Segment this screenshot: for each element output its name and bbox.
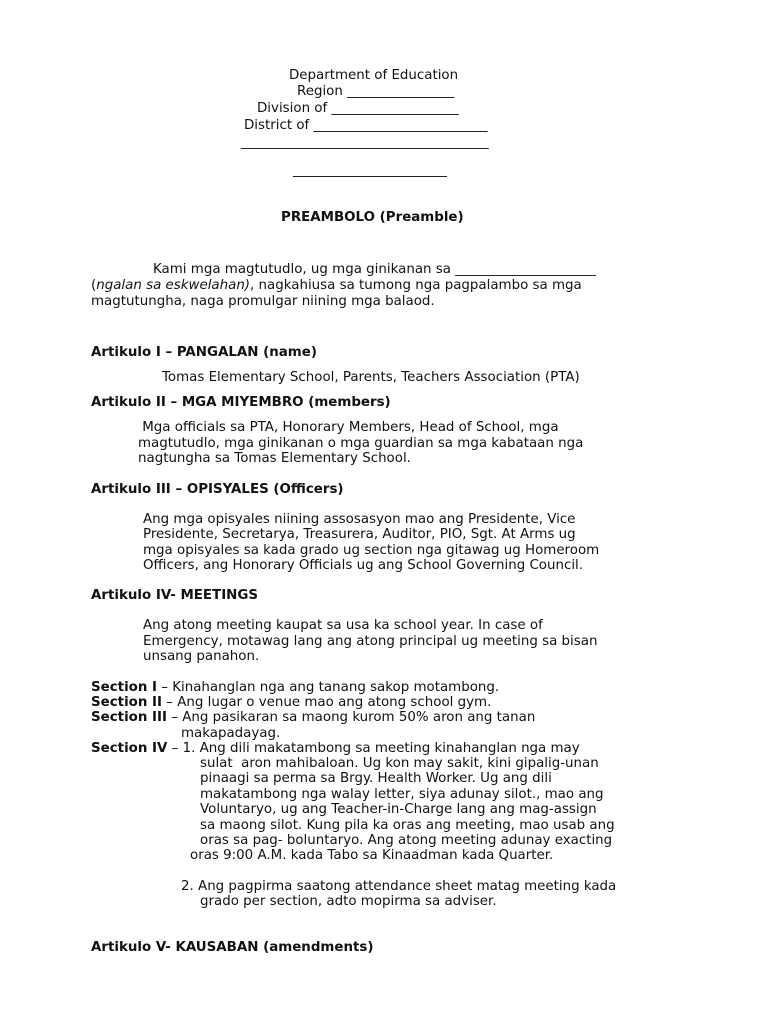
section-text: pinaagi sa perma sa Brgy. Health Worker. Ug ang dili [200, 771, 552, 786]
preamble-title: PREAMBOLO (Preamble) [281, 210, 464, 225]
preamble-line: Kami mga magtutudlo, ug mga ginikanan sa _____________________ [153, 262, 596, 277]
article-text: Ang atong meeting kaupat sa usa ka school year. In case of [143, 618, 543, 633]
section-label: Section I [91, 680, 158, 695]
district-field: District of __________________________ [244, 118, 488, 133]
article-text: Presidente, Secretarya, Treasurera, Auditor, PIO, Sgt. At Arms ug [143, 527, 576, 542]
division-field: Division of ___________________ [257, 101, 459, 116]
article-heading: Artikulo I – PANGALAN (name) [91, 345, 317, 360]
section-text: – Kinahanglan nga ang tanang sakop motambong. [157, 680, 500, 695]
section-line [91, 741, 580, 756]
article-text: Officers, ang Honorary Officials ug ang School Governing Council. [143, 558, 584, 573]
section-text: grado per section, adto mopirma sa adviser. [200, 894, 497, 909]
section-text: Voluntaryo, ug ang Teacher-in-Charge lang ang mag-assign [200, 802, 597, 817]
section-line [91, 710, 535, 725]
article-text: nagtungha sa Tomas Elementary School. [138, 451, 411, 466]
preamble-paren: ( [91, 278, 97, 293]
section-text: makapadayag. [181, 726, 281, 741]
section-text: 2. Ang pagpirma saatong attendance sheet matag meeting kada [181, 879, 617, 894]
section-line [91, 680, 499, 695]
section-text: oras 9:00 A.M. kada Tabo sa Kinaadman kada Quarter. [190, 848, 554, 863]
section-text: sa maong silot. Kung pila ka oras ang meeting, mao usab ang [200, 818, 615, 833]
preamble-text: , nagkahiusa sa tumong nga pagpalambo sa mga [250, 278, 582, 293]
section-text: – Ang lugar o venue mao ang atong school gym. [162, 695, 492, 710]
article-text: Mga officials sa PTA, Honorary Members, Head of School, mga [138, 420, 559, 435]
article-text: Ang mga opisyales niining assosasyon mao ang Presidente, Vice [143, 512, 576, 527]
article-heading: Artikulo V- KAUSABAN (amendments) [91, 940, 374, 955]
region-field: Region ________________ [297, 84, 455, 99]
section-label: Section II [91, 695, 163, 710]
preamble-line [91, 278, 582, 293]
section-text: – 1. Ang dili makatambong sa meeting kinahanglan nga may [167, 741, 580, 756]
school-name-placeholder: ngalan sa eskwelahan) [96, 278, 251, 293]
section-line [91, 695, 491, 710]
section-text: oras sa pag- boluntaryo. Ang atong meeting adunay exacting [200, 833, 613, 848]
article-text: magtutudlo, mga ginikanan o mga guardian sa mga kabataan nga [138, 436, 584, 451]
blank-line: _____________________________________ [241, 135, 489, 150]
article-text: mga opisyales sa kada grado ug section nga gitawag ug Homeroom [143, 543, 600, 558]
blank-line: _______________________ [293, 163, 447, 178]
department-title: Department of Education [289, 68, 459, 83]
preamble-line: magtutungha, naga promulgar niining mga balaod. [91, 294, 435, 309]
section-text: – Ang pasikaran sa maong kurom 50% aron ang tanan [167, 710, 536, 725]
section-label: Section IV [91, 741, 168, 756]
article-heading: Artikulo II – MGA MIYEMBRO (members) [91, 395, 391, 410]
article-text: Tomas Elementary School, Parents, Teachers Association (PTA) [162, 370, 580, 385]
section-text: sulat aron mahibaloan. Ug kon may sakit, kini gipalig-unan [200, 756, 599, 771]
article-heading: Artikulo III – OPISYALES (Officers) [91, 482, 344, 497]
article-heading: Artikulo IV- MEETINGS [91, 588, 259, 603]
section-text: makatambong nga walay letter, siya adunay silot., mao ang [200, 787, 604, 802]
article-text: Emergency, motawag lang ang atong principal ug meeting sa bisan [143, 634, 598, 649]
section-label: Section III [91, 710, 167, 725]
article-text: unsang panahon. [143, 649, 260, 664]
